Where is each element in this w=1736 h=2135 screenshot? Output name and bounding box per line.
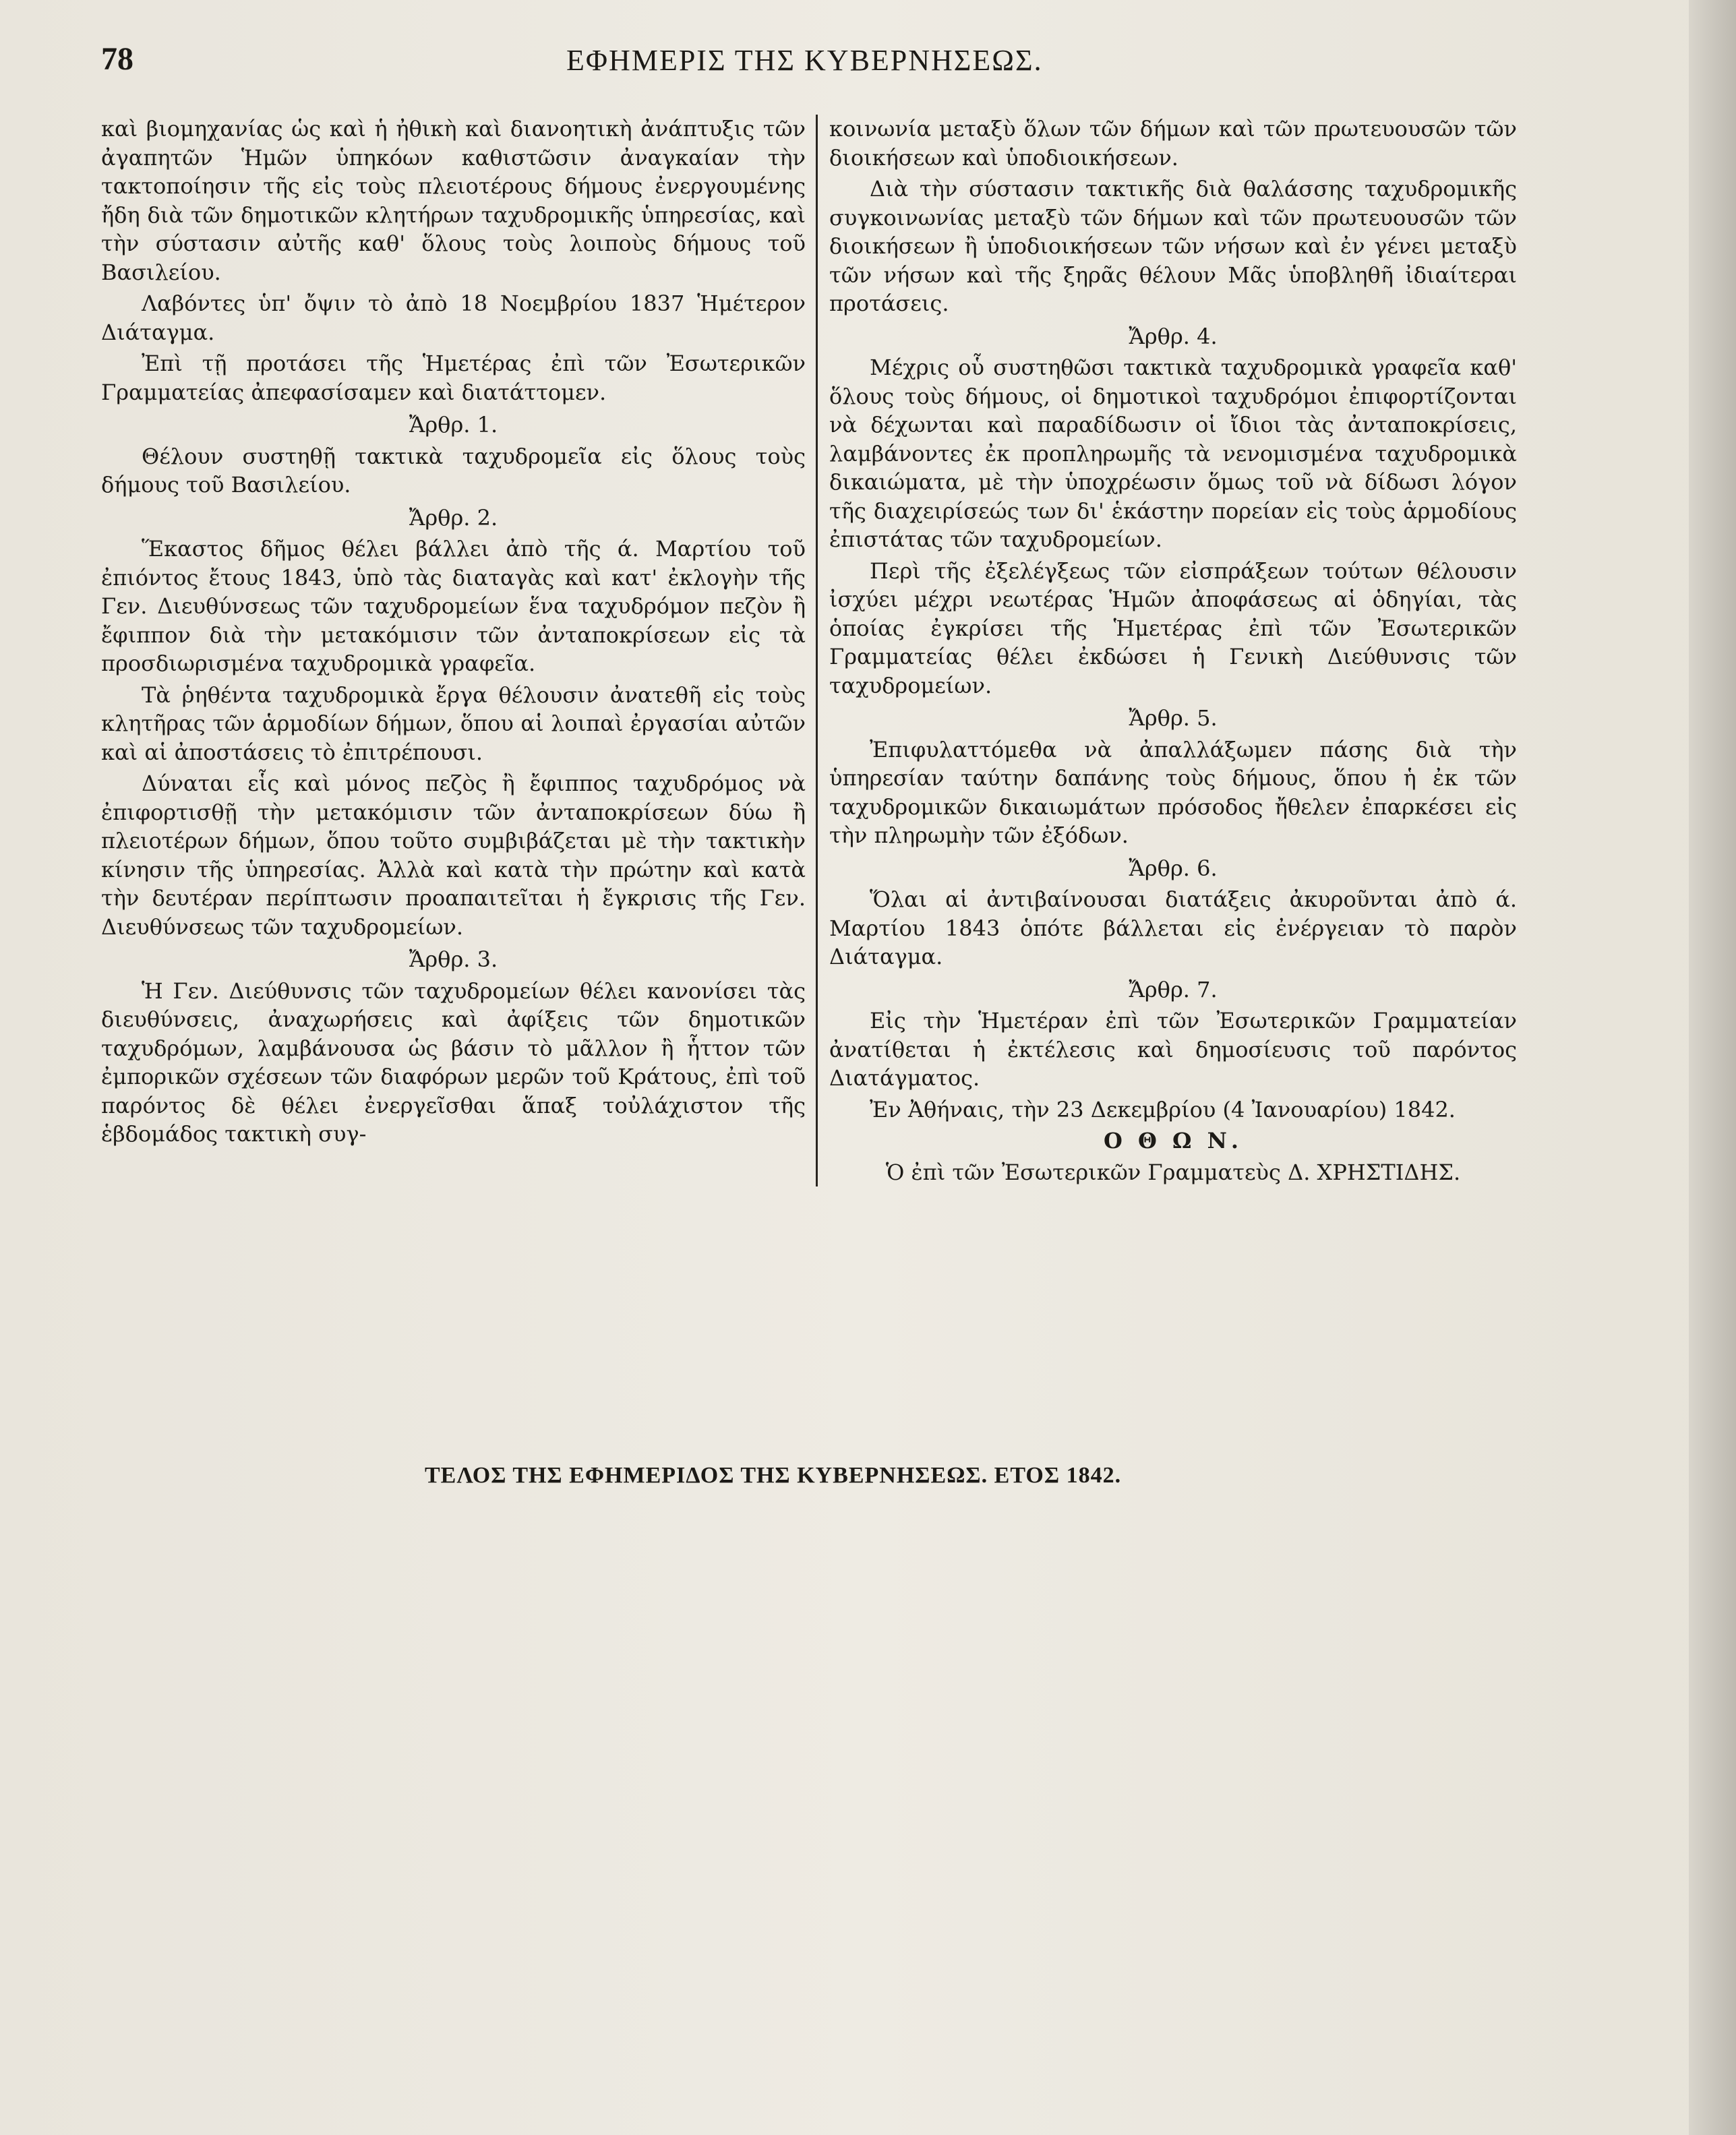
- paragraph: Διὰ τὴν σύστασιν τακτικῆς διὰ θαλάσσης ταχυδρομικῆς συγκοινωνίας μεταξὺ τῶν δήμων καὶ τῶν πρωτευουσῶν τῶν διοικήσεων ἢ ὑποδιοικήσεων τῶν νήσων καὶ ἐν γένει μεταξὺ τῶν νήσων καὶ τῆς ξηρᾶς θέλουν Μᾶς ὑποβληθῆ ἰδιαίτεραι προτάσεις.: [829, 176, 1517, 316]
- paragraph: Ἕκαστος δῆμος θέλει βάλλει ἀπὸ τῆς ά. Μαρτίου τοῦ ἐπιόντος ἔτους 1843, ὑπὸ τὰς διαταγὰς καὶ κατ' ἐκλογὴν τῆς Γεν. Διευθύνσεως τῶν ταχυδρομείων ἕνα ταχυδρόμον πεζὸν ἢ ἔφιππον διὰ τὴν μετακόμισιν τῶν ἀνταποκρίσεων εἰς τὰ προσδιωρισμένα ταχυδρομικὰ γραφεῖα.: [101, 536, 806, 676]
- paragraph: Μέχρις οὗ συστηθῶσι τακτικὰ ταχυδρομικὰ γραφεῖα καθ' ὅλους τοὺς δήμους, οἱ δημοτικοὶ ταχυδρόμοι ἐπιφορτίζονται νὰ δέχωνται καὶ παραδίδωσιν οἱ ἴδιοι τὰς ἀνταποκρίσεις, λαμβάνοντες ἐκ προπληρωμῆς τὰ νενομισμένα ταχυδρομικὰ δικαιώματα, μὲ τὴν ὑποχρέωσιν ὅμως τοῦ νὰ δίδωσι λόγον τῆς διαχειρίσεώς των δι' ἑκάστην πορείαν εἰς τοὺς ἁρμοδίους ἐπιστάτας τῶν ταχυδρομείων.: [829, 355, 1517, 552]
- bleed-through-text: [829, 1200, 1503, 2110]
- article-heading: Ἄρθρ. 7.: [1129, 976, 1218, 1002]
- paragraph: Εἰς τὴν Ἡμετέραν ἐπὶ τῶν Ἐσωτερικῶν Γραμματείαν ἀνατίθεται ἡ ἐκτέλεσις καὶ δημοσίευσις τοῦ παρόντος Διατάγματος.: [829, 1008, 1517, 1091]
- paragraph: Ἡ Γεν. Διεύθυνσις τῶν ταχυδρομείων θέλει κανονίσει τὰς διευθύνσεις, ἀναχωρήσεις καὶ ἀφίξεις τῶν δημοτικῶν ταχυδρόμων, λαμβάνουσα ὡς βάσιν τὸ μᾶλλον ἢ ἧττον τῶν ἐμπορικῶν σχέσεων τῶν διαφόρων μερῶν τοῦ Κράτους, ἐπὶ τοῦ παρόντος δὲ θέλει ἐνεργεῖσθαι ἅπαξ τοὐλάχιστον τῆς ἑβδομάδος τακτικὴ συγ-: [101, 978, 806, 1147]
- page-number: 78: [101, 41, 133, 77]
- paragraph: Τὰ ῥηθέντα ταχυδρομικὰ ἔργα θέλουσιν ἀνατεθῆ εἰς τοὺς κλητῆρας τῶν ἁρμοδίων δήμων, ὅπου αἱ λοιπαὶ ἐργασίαι αὐτῶν καὶ αἱ ἀποστάσεις τὸ ἐπιτρέπουσι.: [101, 682, 806, 765]
- paragraph: Θέλουν συστηθῇ τακτικὰ ταχυδρομεῖα εἰς ὅλους τοὺς δήμους τοῦ Βασιλείου.: [101, 443, 806, 498]
- paragraph: Ἐν Ἀθήναις, τὴν 23 Δεκεμβρίου (4 Ἰανουαρίου) 1842.: [870, 1096, 1456, 1122]
- paragraph: Λαβόντες ὑπ' ὄψιν τὸ ἀπὸ 18 Νοεμβρίου 1837 Ἡμέτερον Διάταγμα.: [101, 291, 806, 345]
- journal-title: ΕΦΗΜΕΡΙΣ ΤΗΣ ΚΥΒΕΡΝΗΣΕΩΣ.: [566, 44, 1043, 77]
- end-of-journal-line: ΤΕΛΟΣ ΤΗΣ ΕΦΗΜΕΡΙΔΟΣ ΤΗΣ ΚΥΒΕΡΝΗΣΕΩΣ. ΕΤΟΣ 1842.: [425, 1463, 1122, 1488]
- paragraph: Ἐπιφυλαττόμεθα νὰ ἀπαλλάξωμεν πάσης διὰ τὴν ὑπηρεσίαν ταύτην δαπάνης τοὺς δήμους, ὅπου ἡ ἐκ τῶν ταχυδρομικῶν δικαιωμάτων πρόσοδος ἤθελεν ἐπαρκέσει εἰς τὴν πληρωμὴν τῶν ἐξόδων.: [829, 736, 1517, 848]
- paragraph: Ὅλαι αἱ ἀντιβαίνουσαι διατάξεις ἀκυροῦνται ἀπὸ ά. Μαρτίου 1843 ὁπότε βάλλεται εἰς ἐνέργειαν τὸ παρὸν Διάταγμα.: [829, 886, 1517, 969]
- paragraph: καὶ βιομηχανίας ὡς καὶ ἡ ἠθικὴ καὶ διανοητικὴ ἀνάπτυξις τῶν ἀγαπητῶν Ἡμῶν ὑπηκόων καθιστῶσιν ἀναγκαίαν τὴν τακτοποίησιν τῆς εἰς τοὺς πλειοτέρους δήμους ἐνεργουμένης ἤδη διὰ τῶν δημοτικῶν κλητήρων ταχυδρομικῆς ὑπηρεσίας, καὶ τὴν σύστασιν αὐτῆς καθ' ὅλους τοὺς λοιποὺς δήμους τοῦ Βασιλείου.: [101, 116, 806, 285]
- page-header: [94, 40, 1551, 88]
- left-column: [101, 115, 806, 1151]
- paragraph: Περὶ τῆς ἐξελέγξεως τῶν εἰσπράξεων τούτων θέλουσιν ἰσχύει μέχρι νεωτέρας Ἡμῶν ἀποφάσεως αἱ ὁδηγίαι, τὰς ὁποίας ἐγκρίσει τῆς Ἡμετέρας ἐπὶ τῶν Ἐσωτερικῶν Γραμματείας θέλει ἐκδώσει ἡ Γενικὴ Διεύθυνσις τῶν ταχυδρομείων.: [829, 558, 1517, 698]
- article-heading: Ἄρθρ. 6.: [1129, 855, 1218, 881]
- column-divider: [816, 115, 818, 1186]
- article-heading: Ἄρθρ. 5.: [1129, 705, 1218, 731]
- royal-signature: Ο Θ Ω Ν.: [1103, 1128, 1243, 1153]
- minister-signature: Ὁ ἐπὶ τῶν Ἐσωτερικῶν Γραμματεὺς Δ. ΧΡΗΣΤΙΔΗΣ.: [885, 1159, 1461, 1185]
- article-heading: Ἄρθρ. 1.: [409, 412, 498, 438]
- article-heading: Ἄρθρ. 4.: [1129, 323, 1218, 349]
- article-heading: Ἄρθρ. 3.: [409, 946, 498, 972]
- bleed-through-text: [94, 1200, 809, 2110]
- paragraph: Ἐπὶ τῇ προτάσει τῆς Ἡμετέρας ἐπὶ τῶν Ἐσωτερικῶν Γραμματείας ἀπεφασίσαμεν καὶ διατάττομεν.: [101, 351, 806, 405]
- paragraph: Δύναται εἷς καὶ μόνος πεζὸς ἢ ἔφιππος ταχυδρόμος νὰ ἐπιφορτισθῇ τὴν μετακόμισιν τῶν ἀνταποκρίσεων δύω ἢ πλειοτέρων δήμων, ὅπου τοῦτο συμβιβάζεται μὲ τὴν τακτικὴν κίνησιν τῆς ὑπηρεσίας. Ἀλλὰ καὶ κατὰ τὴν πρώτην καὶ κατὰ τὴν δευτέραν περίπτωσιν προαπαιτεῖται ἡ ἔγκρισις τῆς Γεν. Διευθύνσεως τῶν ταχυδρομείων.: [101, 771, 806, 940]
- right-column: [829, 115, 1517, 1189]
- paragraph: κοινωνία μεταξὺ ὅλων τῶν δήμων καὶ τῶν πρωτευουσῶν τῶν διοικήσεων καὶ ὑποδιοικήσεων.: [829, 116, 1517, 171]
- binding-edge: [1689, 0, 1736, 2135]
- article-heading: Ἄρθρ. 2.: [409, 504, 498, 531]
